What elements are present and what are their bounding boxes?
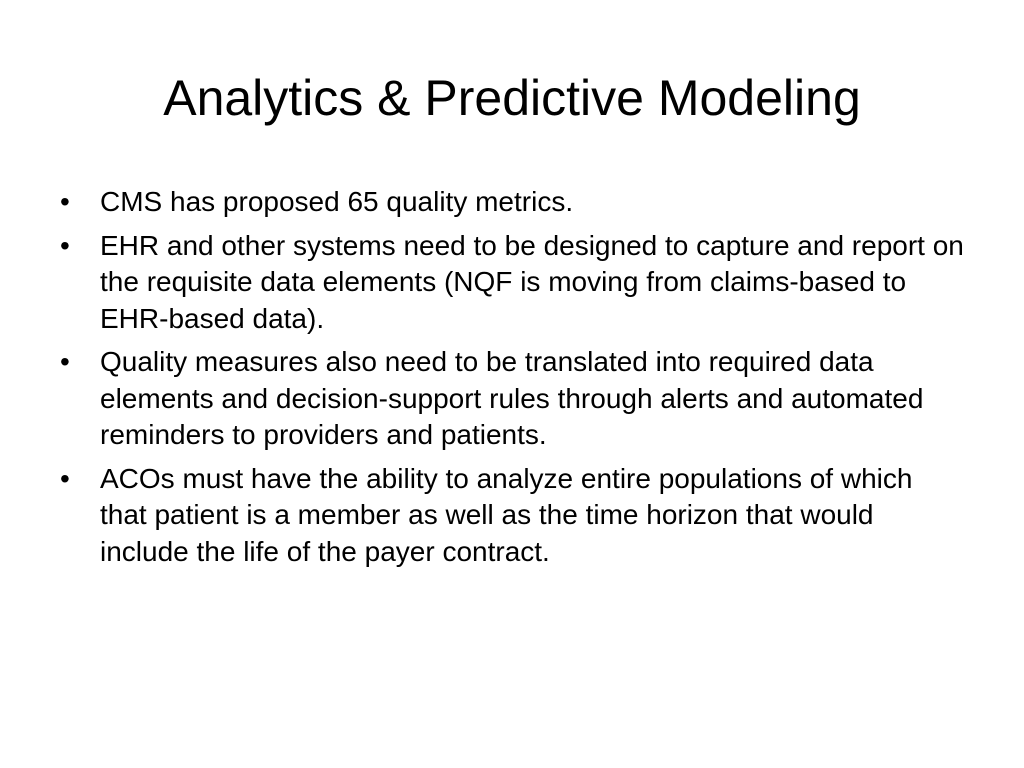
bullet-text: ACOs must have the ability to analyze entire populations of which that patient is a member as well as the time horizon that would include the life of the payer contract. [100, 462, 913, 567]
bullet-icon: • [60, 186, 70, 217]
bullet-item [56, 344, 966, 454]
bullet-text: CMS has proposed 65 quality metrics. [100, 186, 574, 217]
bullet-item [56, 228, 966, 338]
bullet-list [56, 184, 966, 577]
bullet-item [56, 184, 966, 221]
bullet-item [56, 461, 966, 571]
bullet-icon: • [60, 229, 70, 261]
bullet-text: EHR and other systems need to be designed to capture and report on the requisite data elements (NQF is moving from claims-based to EHR-based data). [100, 229, 964, 334]
bullet-text: Quality measures also need to be translated into required data elements and decision-support rules through alerts and automated reminders to providers and patients. [100, 346, 924, 450]
bullet-icon: • [60, 346, 70, 377]
slide-title: Analytics & Predictive Modeling [163, 70, 861, 126]
bullet-icon: • [60, 462, 70, 494]
